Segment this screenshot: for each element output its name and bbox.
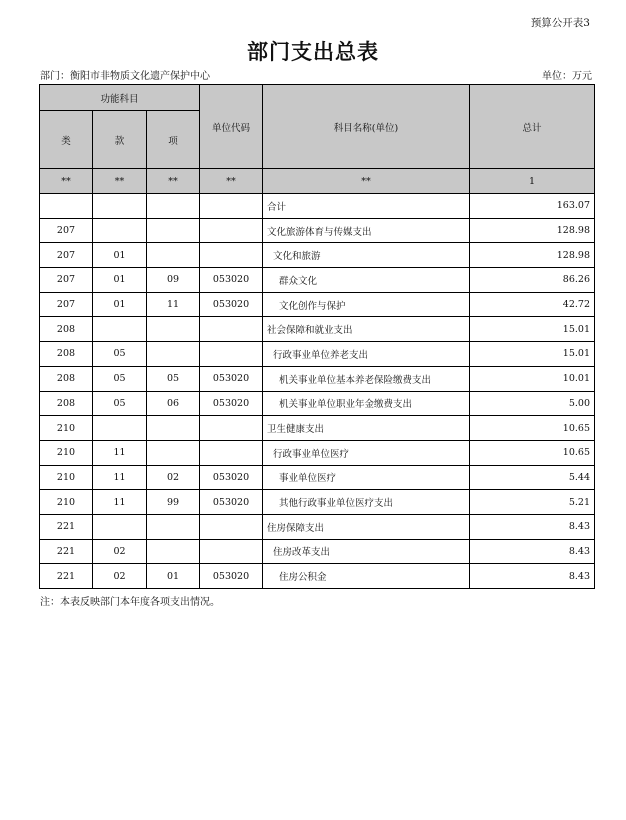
lei-cell: 210 <box>40 416 93 441</box>
unit-label: 单位：万元 <box>542 71 592 82</box>
subject-name-cell: 文化旅游体育与传媒支出 <box>263 218 470 243</box>
total-cell: 163.07 <box>470 194 595 219</box>
total-cell: 42.72 <box>470 292 595 317</box>
subject-name-cell: 文化和旅游 <box>263 243 470 268</box>
kuan-cell: 05 <box>93 366 147 391</box>
total-cell: 5.00 <box>470 391 595 416</box>
kuan-cell: 02 <box>93 564 147 589</box>
xiang-cell <box>147 514 200 539</box>
table-number-label: 预算公开表3 <box>530 17 590 29</box>
subject-name-cell: 住房保障支出 <box>263 514 470 539</box>
code-row <box>40 169 595 194</box>
code-cell: ** <box>93 169 147 194</box>
table-row <box>40 440 595 465</box>
subject-name-cell: 事业单位医疗 <box>263 465 470 490</box>
subject-name-header: 科目名称(单位) <box>263 85 470 169</box>
kuan-cell: 01 <box>93 292 147 317</box>
kuan-cell: 05 <box>93 391 147 416</box>
subject-name-cell: 文化创作与保护 <box>263 292 470 317</box>
functional-subject-header: 功能科目 <box>40 85 200 111</box>
total-cell: 15.01 <box>470 342 595 367</box>
lei-cell: 221 <box>40 564 93 589</box>
subject-name-cell: 社会保障和就业支出 <box>263 317 470 342</box>
subject-name-cell: 住房改革支出 <box>263 539 470 564</box>
xiang-cell: 02 <box>147 465 200 490</box>
subject-name-cell: 行政事业单位医疗 <box>263 440 470 465</box>
table-row <box>40 490 595 515</box>
lei-cell: 210 <box>40 465 93 490</box>
table-row <box>40 218 595 243</box>
kuan-cell: 11 <box>93 465 147 490</box>
xiang-cell <box>147 317 200 342</box>
unit-code-cell <box>200 416 263 441</box>
unit-code-cell: 053020 <box>200 490 263 515</box>
table-row <box>40 539 595 564</box>
code-cell: 1 <box>470 169 595 194</box>
table-row <box>40 243 595 268</box>
lei-cell: 208 <box>40 342 93 367</box>
total-cell: 128.98 <box>470 243 595 268</box>
total-cell: 128.98 <box>470 218 595 243</box>
total-header: 总计 <box>470 85 595 169</box>
table-row <box>40 416 595 441</box>
table-row <box>40 366 595 391</box>
kuan-cell: 11 <box>93 490 147 515</box>
code-cell: ** <box>40 169 93 194</box>
footnote: 注：本表反映部门本年度各项支出情况。 <box>40 597 220 608</box>
table-row <box>40 194 595 219</box>
page-title: 部门支出总表 <box>247 40 379 64</box>
subject-name-cell: 住房公积金 <box>263 564 470 589</box>
kuan-cell <box>93 416 147 441</box>
total-cell: 10.01 <box>470 366 595 391</box>
unit-code-cell: 053020 <box>200 391 263 416</box>
total-cell: 10.65 <box>470 440 595 465</box>
unit-code-cell <box>200 514 263 539</box>
unit-code-cell: 053020 <box>200 465 263 490</box>
total-cell: 5.21 <box>470 490 595 515</box>
subject-name-cell: 机关事业单位基本养老保险缴费支出 <box>263 366 470 391</box>
xiang-cell: 05 <box>147 366 200 391</box>
xiang-cell <box>147 539 200 564</box>
lei-cell: 208 <box>40 391 93 416</box>
xiang-cell <box>147 243 200 268</box>
unit-code-cell <box>200 440 263 465</box>
table-row <box>40 292 595 317</box>
table-row <box>40 564 595 589</box>
subject-name-cell: 其他行政事业单位医疗支出 <box>263 490 470 515</box>
lei-cell: 221 <box>40 514 93 539</box>
department-label: 部门：衡阳市非物质文化遗产保护中心 <box>40 71 210 82</box>
xiang-cell: 09 <box>147 268 200 293</box>
lei-cell: 221 <box>40 539 93 564</box>
table-row <box>40 465 595 490</box>
lei-cell <box>40 194 93 219</box>
lei-cell: 207 <box>40 218 93 243</box>
kuan-cell <box>93 194 147 219</box>
xiang-cell <box>147 342 200 367</box>
total-cell: 86.26 <box>470 268 595 293</box>
total-cell: 8.43 <box>470 514 595 539</box>
lei-cell: 208 <box>40 366 93 391</box>
kuan-cell: 01 <box>93 243 147 268</box>
kuan-cell <box>93 514 147 539</box>
lei-cell: 210 <box>40 490 93 515</box>
lei-cell: 207 <box>40 268 93 293</box>
table-row <box>40 514 595 539</box>
total-cell: 8.43 <box>470 539 595 564</box>
table-row <box>40 342 595 367</box>
subject-name-cell: 行政事业单位养老支出 <box>263 342 470 367</box>
table-row <box>40 317 595 342</box>
total-cell: 8.43 <box>470 564 595 589</box>
total-cell: 10.65 <box>470 416 595 441</box>
unit-code-cell: 053020 <box>200 268 263 293</box>
xiang-cell <box>147 416 200 441</box>
xiang-cell <box>147 440 200 465</box>
lei-cell: 208 <box>40 317 93 342</box>
code-cell: ** <box>263 169 470 194</box>
xiang-cell <box>147 194 200 219</box>
kuan-cell: 01 <box>93 268 147 293</box>
kuan-cell <box>93 218 147 243</box>
xiang-cell <box>147 218 200 243</box>
expenditure-table <box>39 84 595 589</box>
total-cell: 5.44 <box>470 465 595 490</box>
unit-code-cell <box>200 539 263 564</box>
unit-code-header: 单位代码 <box>200 85 263 169</box>
code-cell: ** <box>200 169 263 194</box>
kuan-cell: 11 <box>93 440 147 465</box>
table-row <box>40 391 595 416</box>
subject-name-cell: 合计 <box>263 194 470 219</box>
xiang-header: 项 <box>147 111 200 169</box>
total-cell: 15.01 <box>470 317 595 342</box>
unit-code-cell <box>200 243 263 268</box>
xiang-cell: 99 <box>147 490 200 515</box>
xiang-cell: 06 <box>147 391 200 416</box>
lei-cell: 207 <box>40 243 93 268</box>
unit-code-cell: 053020 <box>200 292 263 317</box>
subject-name-cell: 机关事业单位职业年金缴费支出 <box>263 391 470 416</box>
subject-name-cell: 卫生健康支出 <box>263 416 470 441</box>
subject-name-cell: 群众文化 <box>263 268 470 293</box>
kuan-cell <box>93 317 147 342</box>
xiang-cell: 01 <box>147 564 200 589</box>
table-row <box>40 268 595 293</box>
unit-code-cell <box>200 194 263 219</box>
kuan-cell: 05 <box>93 342 147 367</box>
xiang-cell: 11 <box>147 292 200 317</box>
lei-cell: 210 <box>40 440 93 465</box>
unit-code-cell: 053020 <box>200 366 263 391</box>
lei-header: 类 <box>40 111 93 169</box>
unit-code-cell <box>200 342 263 367</box>
code-cell: ** <box>147 169 200 194</box>
kuan-header: 款 <box>93 111 147 169</box>
kuan-cell: 02 <box>93 539 147 564</box>
lei-cell: 207 <box>40 292 93 317</box>
unit-code-cell <box>200 218 263 243</box>
unit-code-cell <box>200 317 263 342</box>
unit-code-cell: 053020 <box>200 564 263 589</box>
